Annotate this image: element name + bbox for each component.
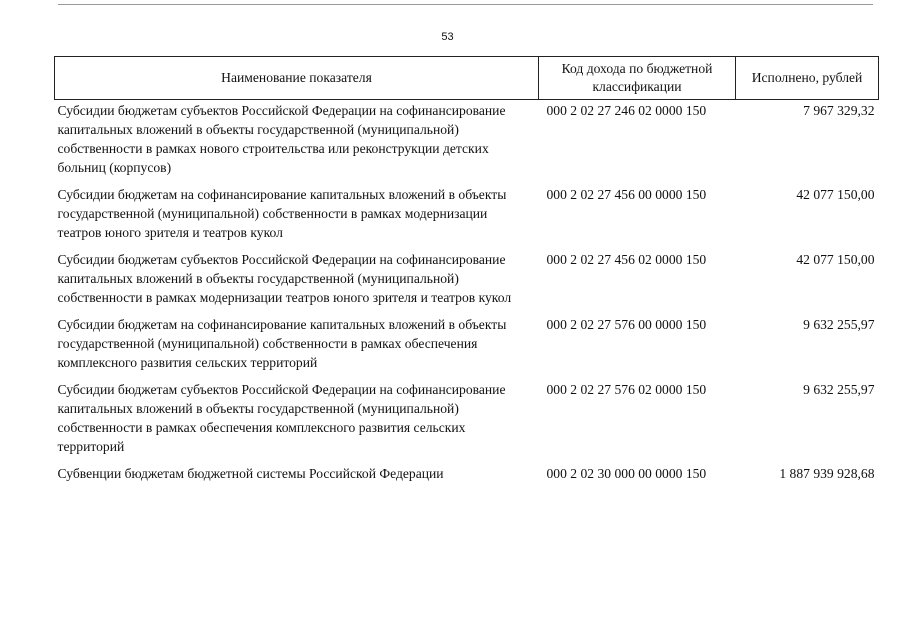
- row-indicator-name: Субсидии бюджетам на софинансирование капитальных вложений в объекты государственной (муниципальной) собственности в рамках модернизации театров юного зрителя и театров кукол: [57, 187, 507, 240]
- row-revenue-code: 000 2 02 27 246 02 0000 150: [546, 103, 707, 118]
- row-amount: 42 077 150,00: [796, 252, 875, 267]
- top-rule: [58, 4, 873, 5]
- header-revenue-code: Код дохода по бюджетной классификации: [539, 57, 736, 100]
- row-revenue-code: 000 2 02 27 576 02 0000 150: [546, 382, 707, 397]
- table-header-row: [55, 57, 879, 100]
- row-revenue-code: 000 2 02 30 000 00 0000 150: [546, 466, 707, 481]
- row-indicator-name: Субсидии бюджетам на софинансирование капитальных вложений в объекты государственной (муниципальной) собственности в рамках обеспечения комплексного развития сельских территорий: [57, 317, 507, 370]
- row-revenue-code: 000 2 02 27 456 00 0000 150: [546, 187, 707, 202]
- row-amount: 7 967 329,32: [803, 103, 875, 118]
- table-row: [55, 380, 879, 464]
- page-number: 53: [441, 31, 454, 43]
- row-revenue-code: 000 2 02 27 576 00 0000 150: [546, 317, 707, 332]
- budget-report-table: [54, 56, 879, 491]
- table-row: [55, 464, 879, 491]
- row-amount: 9 632 255,97: [803, 382, 875, 397]
- header-amount-executed: Исполнено, рублей: [736, 57, 879, 100]
- table-row: [55, 315, 879, 380]
- header-indicator-name: Наименование показателя: [55, 57, 539, 100]
- row-indicator-name: Субсидии бюджетам субъектов Российской Федерации на софинансирование капитальных вложений в объекты государственной (муниципальной) собственности в рамках обеспечения комплексного развития сельских территорий: [57, 382, 506, 454]
- row-amount: 9 632 255,97: [803, 317, 875, 332]
- row-revenue-code: 000 2 02 27 456 02 0000 150: [546, 252, 707, 267]
- row-indicator-name: Субсидии бюджетам субъектов Российской Федерации на софинансирование капитальных вложений в объекты государственной (муниципальной) собственности в рамках нового строительства или реконструкции детских больниц (корпусов): [57, 103, 506, 175]
- row-indicator-name: Субсидии бюджетам субъектов Российской Федерации на софинансирование капитальных вложений в объекты государственной (муниципальной) собственности в рамках модернизации театров юного зрителя и театров кукол: [57, 252, 512, 305]
- row-amount: 1 887 939 928,68: [779, 466, 875, 481]
- table-row: [55, 250, 879, 315]
- row-amount: 42 077 150,00: [796, 187, 875, 202]
- table-row: [55, 100, 879, 186]
- row-indicator-name: Субвенции бюджетам бюджетной системы Российской Федерации: [57, 466, 444, 481]
- table-row: [55, 185, 879, 250]
